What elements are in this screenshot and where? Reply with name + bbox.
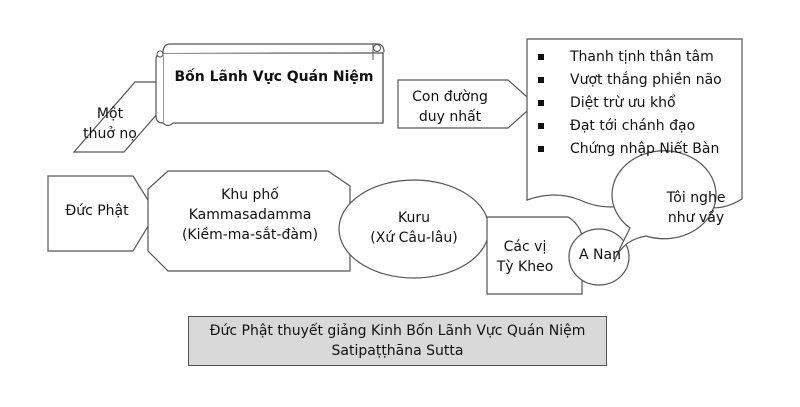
place-label-line-3: (Kiềm-ma-sắt-đàm) [181,227,319,243]
region-label [354,208,474,248]
place-label-line-2: Kammasadamma [188,207,312,223]
benefit-text: Vượt thắng phiền não [570,72,722,88]
caption-line-2: Satipaṭṭhāna Sutta [331,343,464,359]
bullet-icon [538,77,544,83]
benefit-item [538,69,722,92]
benefit-item [538,92,722,115]
time-label [80,104,140,144]
region-label-line-1: Kuru [398,210,430,226]
monks-label-line-2: Tỳ Kheo [496,259,554,275]
benefit-text: Diệt trừ ưu khổ [570,95,676,111]
region-label-line-2: (Xứ Câu-lâu) [370,230,458,246]
place-label-line-1: Khu phố [221,187,279,203]
benefit-item [538,46,722,69]
benefit-text: Chứng nhập Niết Bàn [570,141,720,157]
speech-label-line-1: Tôi nghe [666,190,726,206]
speech-label-line-2: như vầy [667,210,725,226]
time-label-line-2: thuở nọ [83,126,137,142]
bullet-icon [538,123,544,129]
caption-box [188,316,607,366]
path-label-line-2: duy nhất [418,109,482,125]
ananda-label: A Nan [579,247,621,263]
caption-line-1: Đức Phật thuyết giảng Kinh Bốn Lãnh Vực Quán Niệm [209,323,586,339]
monks-label-line-1: Các vị [503,239,547,255]
path-label [400,87,500,127]
benefit-item [538,115,722,138]
speech-label [654,188,738,228]
bullet-icon [538,100,544,106]
buddha-label: Đức Phật [65,203,129,219]
place-label [160,185,340,245]
bullet-icon [538,54,544,60]
title-label: Bốn Lãnh Vực Quán Niệm [174,69,374,85]
time-label-line-1: Một [96,106,124,122]
benefit-text: Đạt tới chánh đạo [570,118,696,134]
bullet-icon [538,146,544,152]
benefits-list [538,46,722,161]
benefit-text: Thanh tịnh thân tâm [570,49,714,65]
path-label-line-1: Con đường [412,89,488,105]
benefit-item [538,138,722,161]
monks-label [490,237,560,277]
